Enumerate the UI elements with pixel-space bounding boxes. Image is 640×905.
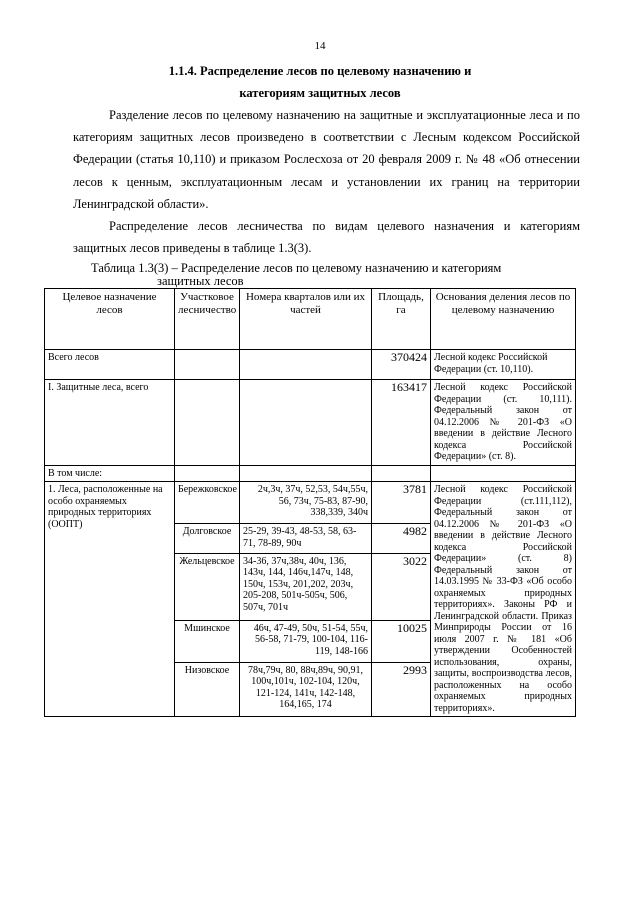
protective-basis: Лесной кодекс Российской Федерации (ст. 10,111). Федеральный закон от 04.12.2006 № 201-ФЗ «О введении в действие Лесного кодекса Российской Федерации» (ст. 8). <box>431 380 576 466</box>
oopt-basis: Лесной кодекс Российской Федерации (ст.111,112), Федеральный закон от 04.12.2006 № 201-ФЗ «О введении в действие Лесного кодекса Российской Федерации» (ст. 8) Федеральный закон от 14.03.1995 № 33-ФЗ «Об особо охраняемых природных территориях». Законы РФ и Ленинградской области. Приказ Минприроды России от 16 июля 2007 г. № 181 «Об утверждении Особенностей использования, охраны, защиты, воспроизводства лесов, расположенных на особо охраняемых природных территориях». <box>431 482 576 717</box>
total-quarters <box>240 350 372 380</box>
total-area: 370424 <box>372 350 431 380</box>
table-header-row <box>45 289 576 350</box>
row-area: 3781 <box>372 482 431 524</box>
table-row <box>45 482 576 524</box>
row-quarters: 25-29, 39-43, 48-53, 58, 63-71, 78-89, 90ч <box>240 524 372 554</box>
total-district <box>175 350 240 380</box>
including-label: В том числе: <box>45 465 175 482</box>
protective-quarters <box>240 380 372 466</box>
row-district: Низовское <box>175 662 240 716</box>
total-basis: Лесной кодекс Российской Федерации (ст. 10,110). <box>431 350 576 380</box>
row-area: 10025 <box>372 620 431 662</box>
row-quarters: 46ч, 47-49, 50ч, 51-54, 55ч, 56-58, 71-79, 100-104, 116-119, 148-166 <box>240 620 372 662</box>
intro-paragraph <box>73 104 580 215</box>
table-row-protective <box>45 380 576 466</box>
header-area: Площадь, га <box>372 289 431 350</box>
header-quarters: Номера кварталов или их частей <box>240 289 372 350</box>
header-district: Участковое лесничество <box>175 289 240 350</box>
row-district: Мшинское <box>175 620 240 662</box>
forest-distribution-table <box>44 288 576 717</box>
table-reference-paragraph <box>73 215 580 259</box>
row-district: Долговское <box>175 524 240 554</box>
protective-label: I. Защитные леса, всего <box>45 380 175 466</box>
row-district: Бережковское <box>175 482 240 524</box>
section-heading-line1: 1.1.4. Распределение лесов по целевому назначению и <box>168 64 472 78</box>
table-row-total <box>45 350 576 380</box>
total-label: Всего лесов <box>45 350 175 380</box>
paragraph-1: Разделение лесов по целевому назначению на защитные и эксплуатационные леса и по категориям защитных лесов произведено в соответствии с Лесным кодексом Российской Федерации (статья 10,110) и приказом Рослесхоза от 20 февраля 2009 г. № 48 «Об отнесении лесов к ценным, эксплуатационным лесам и установлении их границ на территории Ленинградской области». <box>73 108 580 211</box>
row-district: Жельцевское <box>175 553 240 620</box>
header-basis: Основания деления лесов по целевому назначению <box>431 289 576 350</box>
protective-district <box>175 380 240 466</box>
table-caption-line1: Таблица 1.3(3) – Распределение лесов по целевому назначению и категориям <box>91 261 502 275</box>
section-heading-line2: категориям защитных лесов <box>239 86 401 100</box>
row-area: 3022 <box>372 553 431 620</box>
row-quarters: 78ч,79ч, 80, 88ч,89ч, 90,91, 100ч,101ч, 102-104, 120ч, 121-124, 141ч, 142-148, 164,165, 174 <box>240 662 372 716</box>
table-row-including <box>45 465 576 482</box>
page-number: 14 <box>314 40 326 52</box>
table-caption <box>91 262 501 288</box>
row-area: 4982 <box>372 524 431 554</box>
oopt-label: 1. Леса, расположенные на особо охраняемых природных территориях (ООПТ) <box>45 482 175 717</box>
row-area: 2993 <box>372 662 431 716</box>
table-caption-line2: защитных лесов <box>157 274 244 288</box>
header-purpose: Целевое назначение лесов <box>45 289 175 350</box>
protective-area: 163417 <box>372 380 431 466</box>
paragraph-2: Распределение лесов лесничества по видам целевого назначения и категориям защитных лесов приведены в таблице 1.3(3). <box>73 219 580 256</box>
row-quarters: 2ч,3ч, 37ч, 52,53, 54ч,55ч, 56, 73ч, 75-83, 87-90, 338,339, 340ч <box>240 482 372 524</box>
row-quarters: 34-36, 37ч,38ч, 40ч, 136, 143ч, 144, 146ч,147ч, 148, 150ч, 153ч, 201,202, 203ч, 205-208, 501ч-505ч, 506, 507ч, 701ч <box>240 553 372 620</box>
